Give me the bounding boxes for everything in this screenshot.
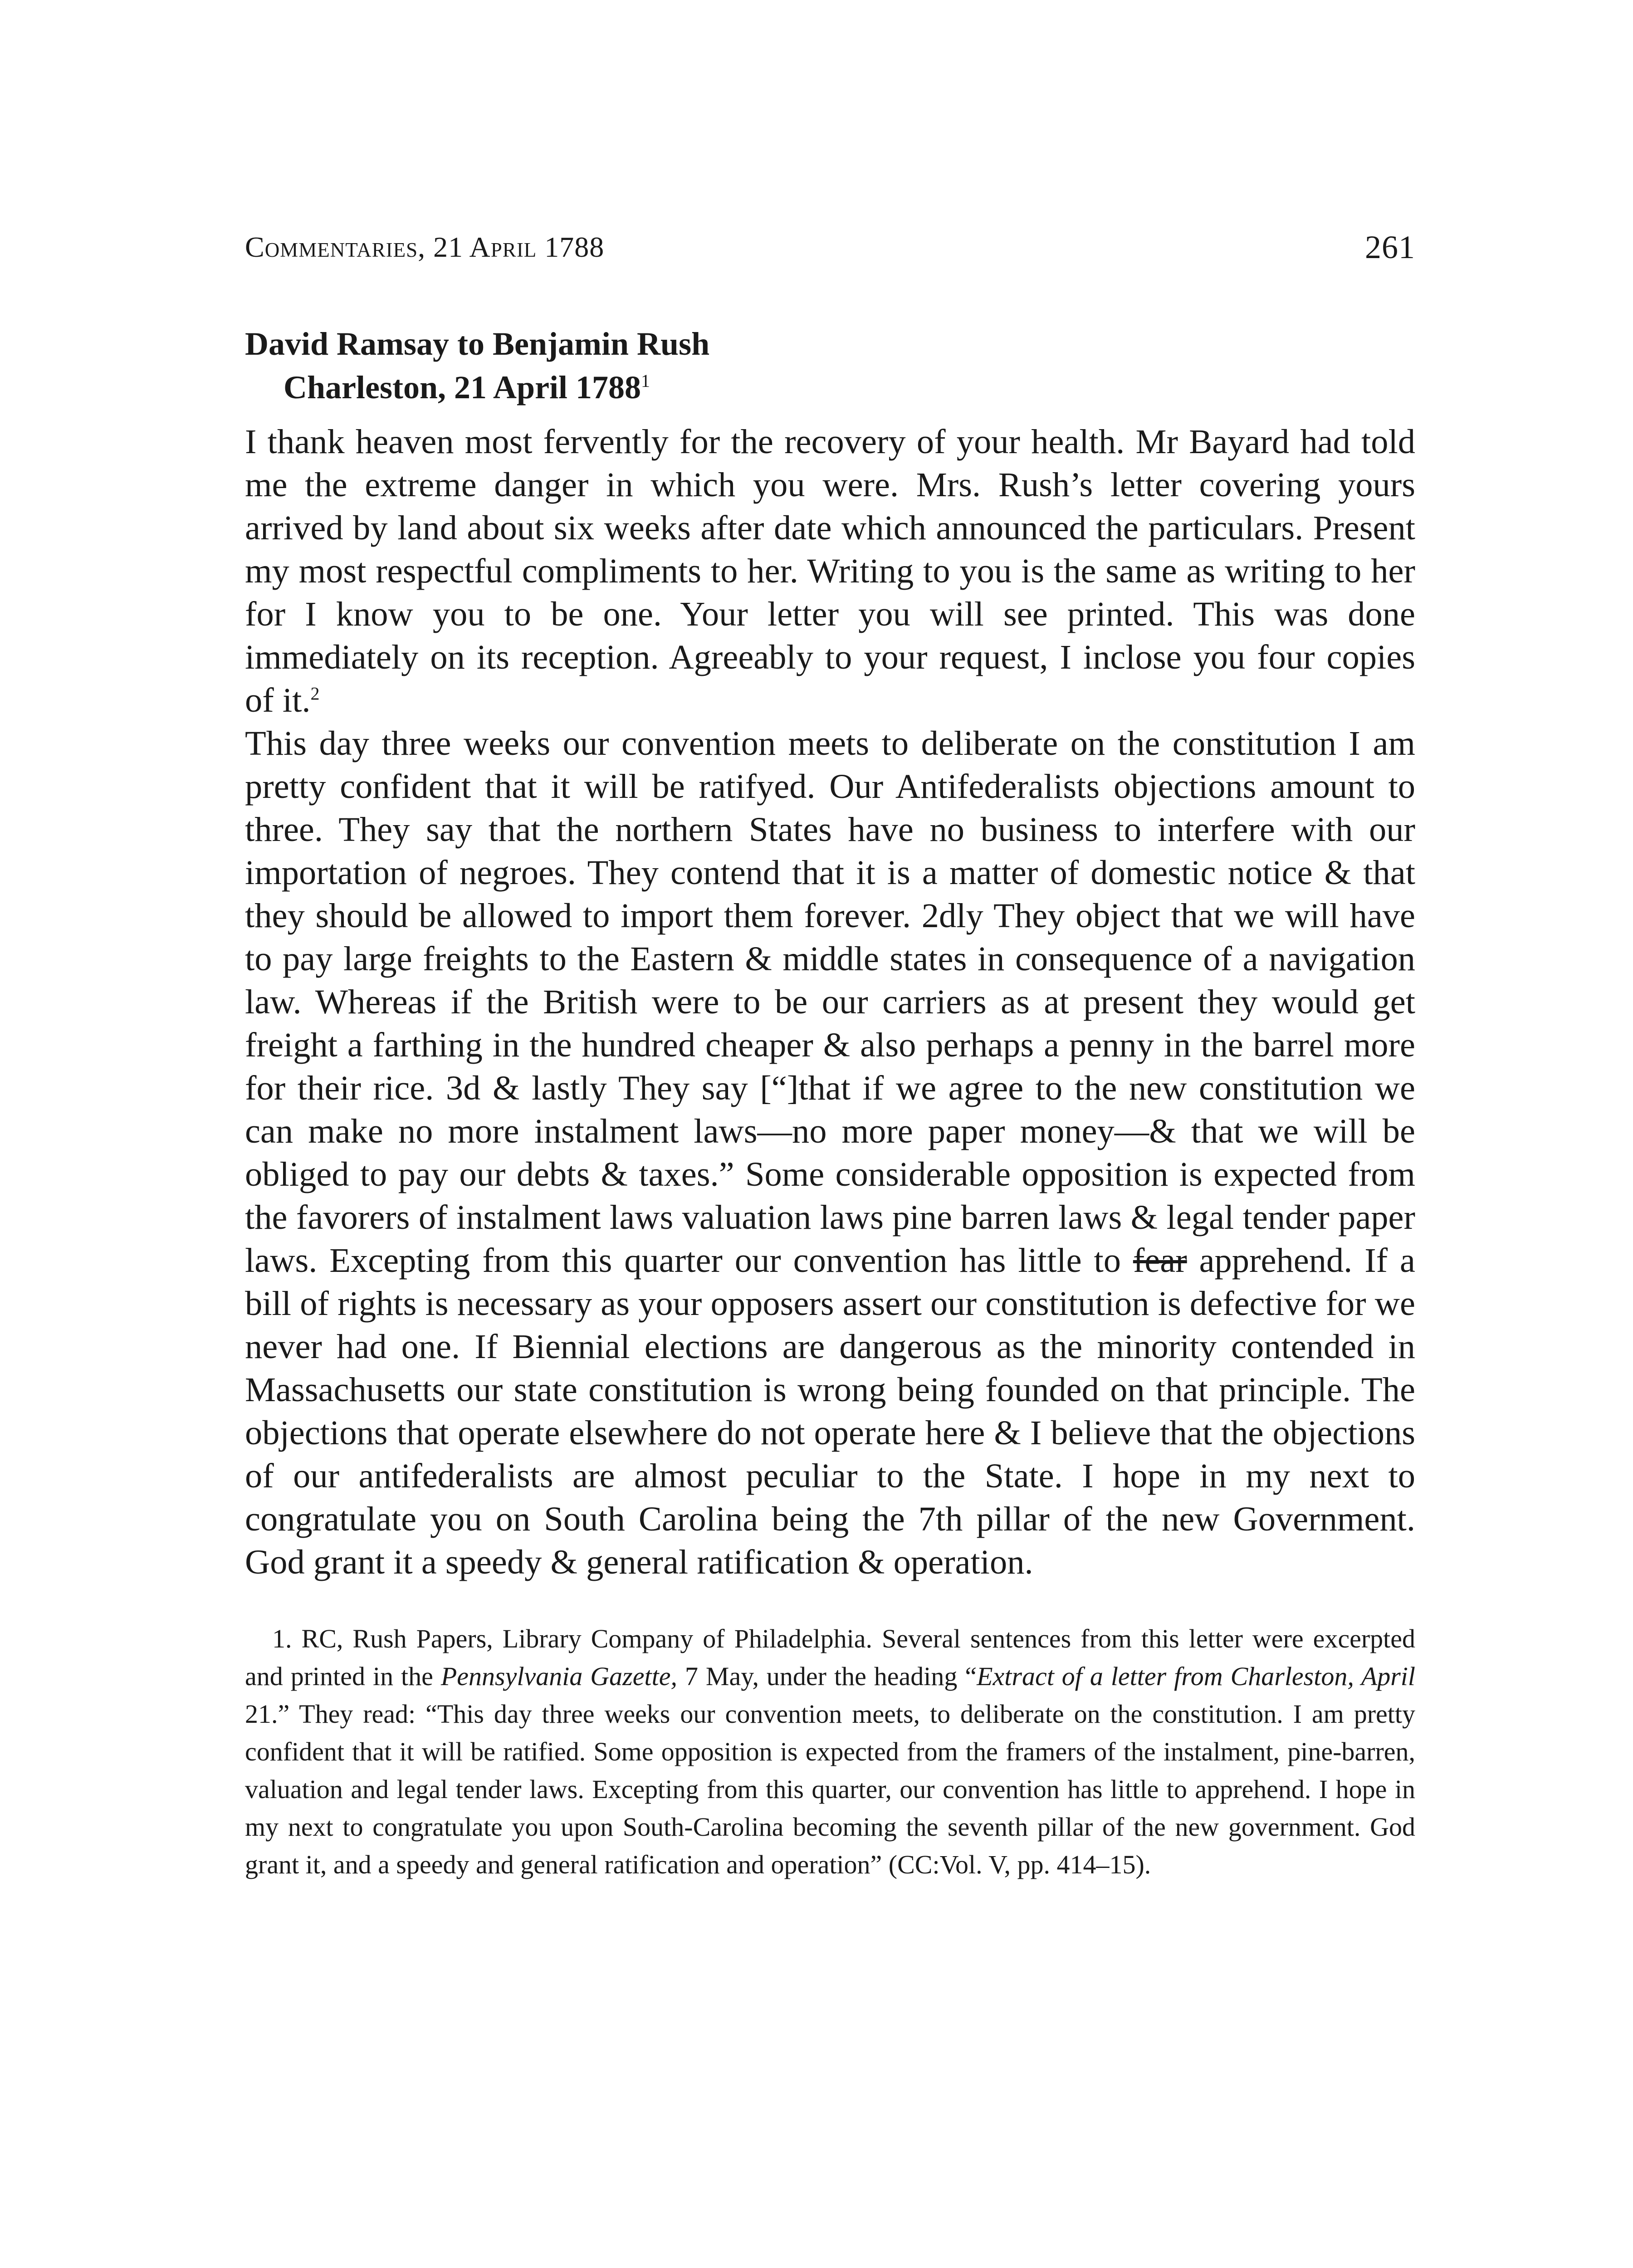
footnote-1-italic-extract: Extract of a letter from Charleston, April: [977, 1662, 1416, 1691]
heading-place-date-text: Charleston, 21 April 1788: [284, 369, 641, 406]
running-title: Commentaries, 21 April 1788: [245, 231, 605, 263]
body-footnote-ref-2: 2: [310, 683, 320, 704]
footnote-1-italic-gazette: Pennsylvania Gazette,: [440, 1662, 677, 1691]
footnotes: [245, 1620, 1415, 1883]
footnote-1-part3: 21.” They read: “This day three weeks our convention meets, to deliberate on the constitution. I am pretty confident that it will be ratified. Some opposition is expected from the framers of the instalment, pine-barren, valuation and legal tender laws. Excepting from this quarter, our convention has little to apprehend. I hope in my next to congratulate you upon South-Carolina becoming the seventh pillar of the new government. God grant it, and a speedy and general ratification and operation” (CC:Vol. V, pp. 414–15).: [245, 1699, 1415, 1879]
body-paragraph-2-text-a: This day three weeks our convention meets to deliberate on the constitution I am pretty confident that it will be ratifyed. Our Antifederalists objections amount to three. They say that the northern States have no business to interfere with our importation of negroes. They contend that it is a matter of domestic notice & that they should be allowed to import them forever. 2dly They object that we will have to pay large freights to the Eastern & middle states in consequence of a navigation law. Whereas if the British were to be our carriers as at present they would get freight a farthing in the hundred cheaper & also perhaps a penny in the barrel more for their rice. 3d & lastly They say [“]that if we agree to the new constitution we can make no more instalment laws—no more paper money—& that we will be obliged to pay our debts & taxes.” Some considerable opposition is expected from the favorers of instalment laws valuation laws pine barren laws & legal tender paper laws. Excepting from this quarter our convention has little to: [245, 724, 1415, 1280]
heading-correspondents: David Ramsay to Benjamin Rush: [245, 326, 710, 362]
heading-footnote-ref: 1: [641, 371, 650, 391]
footnote-1-part1: 1. RC, Rush Papers, Library Company of Philadelphia. Several sentences from this letter were excerpted and printed in the: [245, 1624, 1415, 1691]
running-head: [245, 222, 1415, 272]
footnote-1: [245, 1620, 1415, 1883]
body-paragraph-2: [245, 722, 1415, 1584]
struck-word: fear: [1133, 1241, 1187, 1280]
body-paragraph-1-text: I thank heaven most fervently for the recovery of your health. Mr Bayard had told me the extreme danger in which you were. Mrs. Rush’s letter covering yours arrived by land about six weeks after date which announced the particulars. Present my most respectful compliments to her. Writing to you is the same as writing to her for I know you to be one. Your letter you will see printed. This was done immediately on its reception. Agreeably to your request, I inclose you four copies of it.: [245, 422, 1415, 719]
document-page: [245, 222, 1415, 1883]
body-paragraph-2-text-b: apprehend. If a bill of rights is necessary as your opposers assert our constitution is defective for we never had one. If Biennial elections are dangerous as the minority contended in Massachusetts our state constitution is wrong being founded on that principle. The objections that operate elsewhere do not operate here & I believe that the objections of our antifederalists are almost peculiar to the State. I hope in my next to congratulate you on South Carolina being the 7th pillar of the new Government. God grant it a speedy & general ratification & operation.: [245, 1241, 1415, 1581]
document-heading: [245, 322, 1415, 409]
body-paragraph-1: [245, 420, 1415, 722]
letter-body: [245, 420, 1415, 1584]
footnote-1-part2: 7 May, under the heading “: [684, 1662, 977, 1691]
heading-place-date: [245, 366, 1415, 409]
page-number: 261: [1365, 229, 1415, 265]
